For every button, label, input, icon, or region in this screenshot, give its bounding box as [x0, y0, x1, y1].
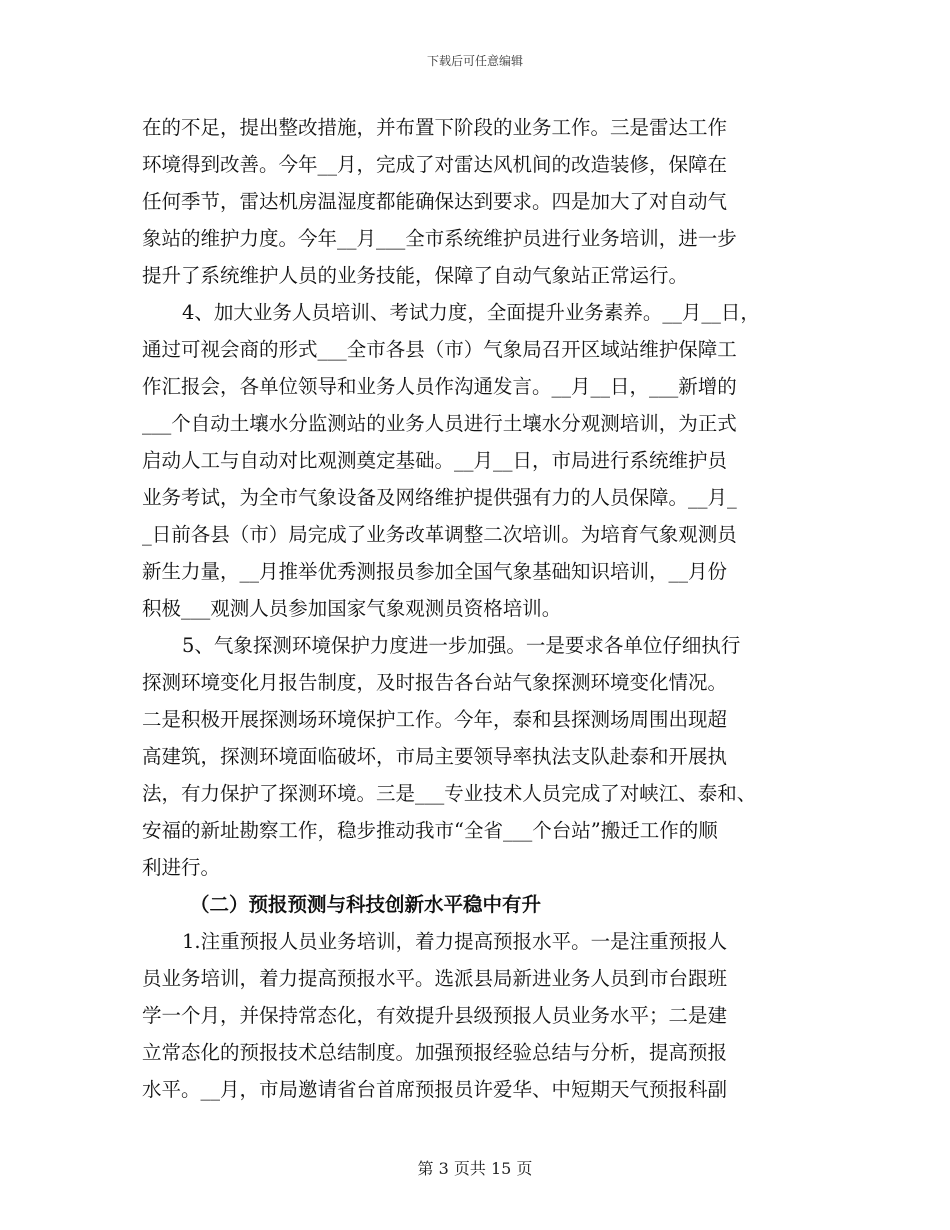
text-line: 积极___观测人员参加国家气象观测员资格培训。 — [142, 597, 562, 620]
text-line: 1.注重预报人员业务培训，着力提高预报水平。一是注重预报人 — [182, 930, 728, 953]
text-line: 员业务培训，着力提高预报水平。选派县局新进业务人员到市台跟班 — [142, 967, 728, 990]
text-line: 学一个月，并保持常态化，有效提升县级预报人员业务水平；二是建 — [142, 1004, 728, 1027]
text-line: 安福的新址勘察工作，稳步推动我市“全省___个台站”搬迁工作的顺 — [142, 819, 718, 842]
section-heading: （二）预报预测与科技创新水平稳中有升 — [190, 893, 542, 916]
text-line: 探测环境变化月报告制度，及时报告各台站气象探测环境变化情况。 — [142, 671, 728, 694]
text-line: 二是积极开展探测场环境保护工作。今年，泰和县探测场周围出现超 — [142, 708, 728, 731]
text-line: 提升了系统维护人员的业务技能，保障了自动气象站正常运行。 — [142, 264, 689, 287]
text-line: ___个自动土壤水分监测站的业务人员进行土壤水分观测培训，为正式 — [142, 412, 737, 435]
page-footer: 第 3 页共 15 页 — [417, 1159, 533, 1178]
text-line: 立常态化的预报技术总结制度。加强预报经验总结与分析，提高预报 — [142, 1041, 728, 1064]
text-line: 任何季节，雷达机房温湿度都能确保达到要求。四是加大了对自动气 — [142, 190, 728, 213]
text-line: 通过可视会商的形式___全市各县（市）气象局召开区域站维护保障工 — [142, 338, 737, 361]
text-line: 新生力量，__月推举优秀测报员参加全国气象基础知识培训，__月份 — [142, 560, 728, 583]
text-line: 水平。__月，市局邀请省台首席预报员许爱华、中短期天气预报科副 — [142, 1078, 728, 1101]
text-line: 启动人工与自动对比观测奠定基础。__月__日，市局进行系统维护员 — [142, 449, 728, 472]
text-line: 作汇报会，各单位领导和业务人员作沟通发言。__月__日，___新增的 — [142, 375, 737, 398]
page-header: 下载后可任意编辑 — [426, 54, 523, 68]
text-line: 高建筑，探测环境面临破坏，市局主要领导率执法支队赴泰和开展执 — [142, 745, 728, 768]
text-line: 利进行。 — [142, 856, 221, 879]
text-line: 5、气象探测环境保护力度进一步加强。一是要求各单位仔细执行 — [182, 634, 741, 657]
text-line: 在的不足，提出整改措施，并布置下阶段的业务工作。三是雷达工作 — [142, 116, 728, 139]
text-line: 法，有力保护了探测环境。三是___专业技术人员完成了对峡江、泰和、 — [142, 782, 757, 805]
text-line: _日前各县（市）局完成了业务改革调整二次培训。为培育气象观测员 — [142, 523, 737, 546]
text-line: 象站的维护力度。今年__月___全市系统维护员进行业务培训，进一步 — [142, 227, 737, 250]
text-line: 4、加大业务人员培训、考试力度，全面提升业务素养。__月__日， — [182, 301, 760, 324]
text-line: 环境得到改善。今年__月，完成了对雷达风机间的改造装修，保障在 — [142, 153, 728, 176]
text-line: 业务考试，为全市气象设备及网络维护提供强有力的人员保障。__月_ — [142, 486, 737, 509]
document-body — [142, 109, 812, 1108]
